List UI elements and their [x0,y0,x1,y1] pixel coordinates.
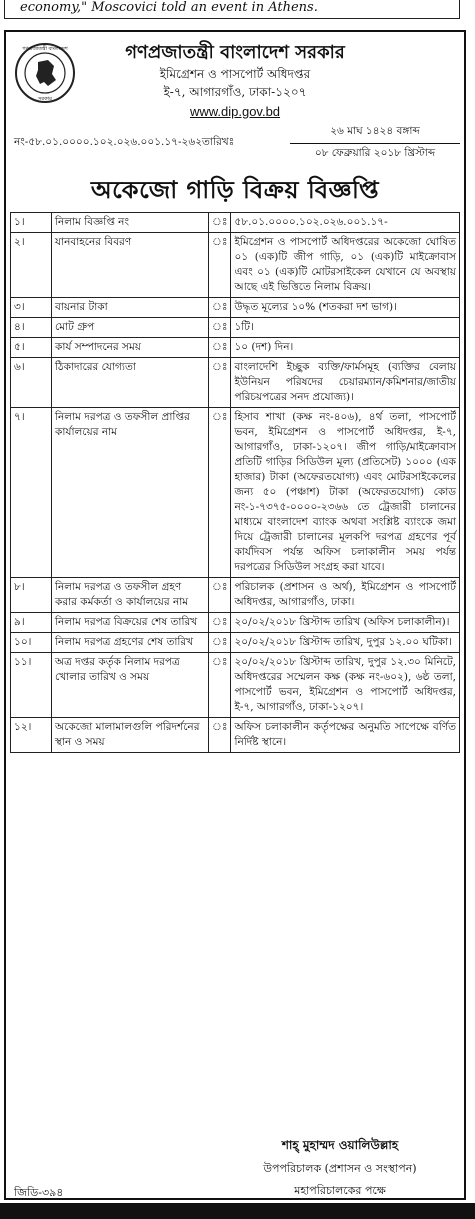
website-link[interactable]: www.dip.gov.bd [189,104,281,119]
notice-title: অকেজো গাড়ি বিক্রয় বিজ্ঞপ্তি [90,175,380,204]
row-number: ২। [11,233,52,298]
table-row [11,318,460,338]
row-value: ইমিগ্রেশন ও পাসপোর্ট অধিদপ্তরের অকেজো ঘোষিত ০১ (এক)টি জীপ গাড়ি, ০১ (এক)টি মাইক্রোবাস এবং ০১ (এক)টি মোটরসাইকেল যেখানে যে অবস্থায় আছে এই ভিত্তিতে নিলাম বিক্রয়। [231,233,460,298]
row-label: নিলাম দরপত্র ও তফসীল প্রাপ্তির কার্যালয়ের নাম [52,408,209,578]
row-value: উদ্ধৃত মূল্যের ১০% (শতকরা দশ ভাগ)। [231,298,460,318]
row-colon: ঃ [209,653,231,718]
row-colon: ঃ [209,213,231,233]
row-colon: ঃ [209,408,231,578]
table-row [11,633,460,653]
table-row [11,338,460,358]
row-value: অফিস চলাকালীন কর্তৃপক্ষের অনুমতি সাপেক্ষে বর্ণিত নির্দিষ্ট স্থানে। [231,718,460,753]
row-label: নিলাম বিজ্ঞপ্তি নং [52,213,209,233]
svg-text:সরকার: সরকার [38,96,52,102]
row-value: ২০/০২/২০১৮ খ্রিস্টাব্দ তারিখ, দুপুর ১২.০০ ঘটিকা। [231,633,460,653]
row-value: ২০/০২/২০১৮ খ্রিস্টাব্দ তারিখ (অফিস চলাকালীন)। [231,613,460,633]
row-value: ১টি। [231,318,460,338]
government-title: গণপ্রজাতন্ত্রী বাংলাদেশ সরকার [125,42,345,63]
signatory-name: শাহ্ মুহাম্মদ ওয়ালিউল্লাহ [281,1138,399,1152]
table-row [11,233,460,298]
row-value: ২০/০২/২০১৮ খ্রিস্টাব্দ তারিখ, দুপুর ১২.৩০ মিনিটে, অধিদপ্তরের সম্মেলন কক্ষ (কক্ষ নং-৬০২), ৬ষ্ঠ তলা, পাসপোর্ট ভবন, ইমিগ্রেশন ও পাসপোর্ট অধিদপ্তর, ই-৭, আগারগাঁও, ঢাকা-১২০৭। [231,653,460,718]
row-label: নিলাম দরপত্র ও তফসীল গ্রহণ করার কর্মকর্তা ও কার্যালয়ের নাম [52,578,209,613]
row-colon: ঃ [209,633,231,653]
auction-notice [4,30,466,1200]
row-colon: ঃ [209,613,231,633]
row-number: ৬। [11,358,52,408]
row-number: ১১। [11,653,52,718]
table-row [11,298,460,318]
row-colon: ঃ [209,718,231,753]
row-number: ৪। [11,318,52,338]
row-label: নিলাম দরপত্র বিক্রয়ের শেষ তারিখ [52,613,209,633]
row-label: অকেজো মালামালগুলি পরিদর্শনের স্থান ও সময় [52,718,209,753]
table-row [11,613,460,633]
table-row [11,718,460,753]
article-text: economy," Moscovici told an event in Athens. [20,0,318,15]
row-label: মোট গ্রুপ [52,318,209,338]
row-number: ১২। [11,718,52,753]
row-colon: ঃ [209,578,231,613]
row-number: ৯। [11,613,52,633]
department-address: ই-৭, আগারগাঁও, ঢাকা-১২০৭ [163,85,307,99]
row-value: ১০ (দশ) দিন। [231,338,460,358]
date-english: ০৮ ফেব্রুয়ারি ২০১৮ খ্রিস্টাব্দ [314,147,436,159]
table-row [11,408,460,578]
auction-details-table [10,212,460,753]
row-label: অত্র দপ্তর কর্তৃক নিলাম দরপত্র খোলার তারিখ ও সময় [52,653,209,718]
row-label: ঠিকাদারের যোগ্যতা [52,358,209,408]
row-label: নিলাম দরপত্র গ্রহণের শেষ তারিখ [52,633,209,653]
row-number: ১। [11,213,52,233]
row-label: যানবাহনের বিবরণ [52,233,209,298]
date-bangla: ২৬ মাঘ ১৪২৪ বঙ্গাব্দ [290,124,460,144]
table-row [11,213,460,233]
row-colon: ঃ [209,233,231,298]
table-row [11,358,460,408]
row-colon: ঃ [209,358,231,408]
row-value: পরিচালক (প্রশাসন ও অর্থ), ইমিগ্রেশন ও পাসপোর্ট অধিদপ্তর, আগারগাঁও, ঢাকা। [231,578,460,613]
department-name: ইমিগ্রেশন ও পাসপোর্ট অধিদপ্তর [159,67,311,81]
gd-code: জিডি-৩৯৪ [14,1186,64,1199]
table-row [11,578,460,613]
row-colon: ঃ [209,298,231,318]
memo-date [290,124,460,163]
signatory-on-behalf: মহাপরিচালকের পক্ষে [294,1184,386,1197]
row-value: বাংলাদেশি ইচ্ছুক ব্যক্তি/ফার্মসমূহ (ব্যক্তির বেলায় ইউনিয়ন পরিষদের চেয়ারম্যান/কমিশনার/জাতীয় পরিচয়পত্রের সনদ প্রযোজ্য)। [231,358,460,408]
row-number: ৭। [11,408,52,578]
row-label: কার্য সম্পাদনের সময় [52,338,209,358]
signature-block [230,1137,450,1204]
row-number: ৮। [11,578,52,613]
memo-number: নং-৫৮.০১.০০০০.১০২.০২৬.০০১.১৭-২৬২তারিখঃ [14,136,235,148]
table-body [11,213,460,753]
row-value: হিসাব শাখা (কক্ষ নং-৪০৬), ৪র্থ তলা, পাসপোর্ট ভবন, ইমিগ্রেশন ও পাসপোর্ট অধিদপ্তর, ই-৭, আগারগাঁও, ঢাকা-১২০৭। জীপ গাড়ি/মাইক্রোবাস প্রতিটি গাড়ির সিডিউল মূল্য (প্রতিসেট) ১০০০ (এক হাজার) টাকা (অফেরতযোগ্য) এবং মোটরসাইকেলের জন্য ৫০ (পঞ্চাশ) টাকা (অফেরতযোগ্য) কোড নং-১-৭৩৭৫-০০০০-২৩৬৬ তে ট্রেজারী চালানের মাধ্যমে বাংলাদেশ ব্যাংক অথবা সংশ্লিষ্ট ব্যাংকে জমা দিয়ে ট্রেজারী চালানের মূলকপি দরপত্র গ্রহণের পূর্ব কার্যদিবস পর্যন্ত অফিস চলাকালীন সময় পর্যন্ত দরপত্রের সিডিউল সংগ্রহ করা যাবে। [231,408,460,578]
row-value: ৫৮.০১.০০০০.১০২.০২৬.০০১.১৭- [231,213,460,233]
row-colon: ঃ [209,338,231,358]
previous-article-snippet [0,0,475,22]
row-number: ১০। [11,633,52,653]
signatory-designation: উপপরিচালক (প্রশাসন ও সংস্থাপন) [263,1162,417,1175]
row-colon: ঃ [209,318,231,338]
row-number: ৫। [11,338,52,358]
page-bottom-bar [0,1203,475,1219]
svg-text:গণপ্রজাতন্ত্রী বাংলাদেশ: গণপ্রজাতন্ত্রী বাংলাদেশ [22,46,68,52]
table-row [11,653,460,718]
row-number: ৩। [11,298,52,318]
row-label: বায়নার টাকা [52,298,209,318]
